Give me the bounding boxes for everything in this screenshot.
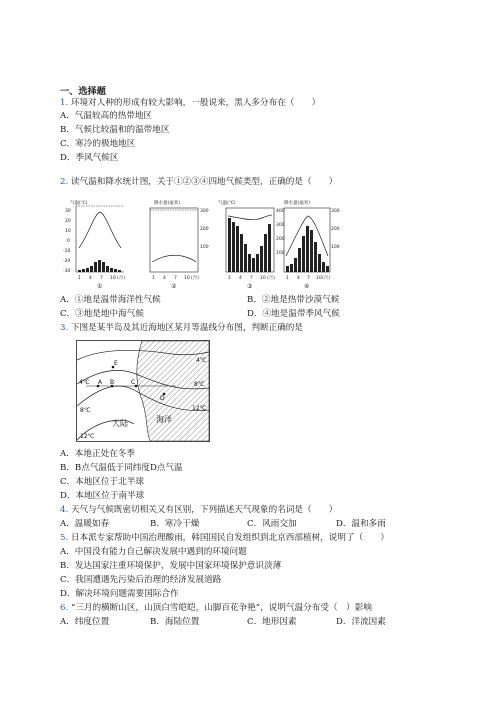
tick-label: 200: [331, 227, 340, 232]
isotherm-label: 12℃: [80, 433, 95, 440]
tick-label: 1: [152, 276, 155, 281]
option: C．③地是地中海气候: [60, 309, 144, 319]
option: D．洋流因素: [336, 617, 386, 627]
precip-ticks: [331, 208, 340, 250]
option: A．①地是温带海洋性气候: [60, 295, 161, 305]
question-text: 环境对人种的形成有较大影响，一般说来，黑人多分布在（ ）: [70, 98, 321, 108]
isotherm-map: [76, 340, 210, 442]
tick-label: -20: [63, 259, 71, 264]
point-label: E: [114, 360, 118, 367]
tick-label: 100: [331, 245, 340, 250]
question-number: 2.: [60, 177, 69, 187]
isotherm-label: 8℃: [80, 407, 91, 414]
tick-label: 10: [110, 276, 116, 281]
question-5-stem: [60, 533, 389, 544]
question-text: 日本派专家帮助中国治理酸雨，韩国国民自发组织到北京西部植树，说明了（ ）: [70, 533, 389, 543]
tick-label: 30: [65, 209, 71, 214]
tick-label: 100: [276, 251, 285, 256]
isotherm-label: 8℃: [194, 381, 205, 388]
sea-area: [137, 341, 209, 441]
option: A．气温较高的热带地区: [60, 111, 153, 121]
option: D．本地区位于南半球: [60, 491, 145, 501]
tick-label: 10: [184, 276, 190, 281]
option: D．温和多雨: [336, 519, 386, 529]
climate-chart-3: [218, 199, 285, 290]
option: A．纬度位置: [60, 617, 110, 627]
tick-label: 7: [100, 276, 103, 281]
question-text: 下图是某半岛及其近海地区某月等温线分布图，判断正确的是: [70, 323, 303, 333]
option: C．风雨交加: [247, 519, 297, 529]
question-2-stem: [60, 177, 337, 188]
option: A．中国没有能力自己解决发展中遇到的环境问题: [60, 547, 247, 557]
option: B．海陆位置: [150, 617, 200, 627]
tick-label: 4: [239, 276, 242, 281]
option: B．②地是热带沙漠气候: [247, 295, 340, 305]
climate-chart-4: [284, 199, 340, 290]
tick-label: 1: [78, 276, 81, 281]
tick-label: 10: [260, 276, 266, 281]
tick-label: 20: [65, 219, 71, 224]
tick-label: 4: [297, 276, 300, 281]
temp-axis-label: 气温(℃): [218, 201, 236, 206]
option: C．我国遭遇先污染后治理的经济发展道路: [60, 575, 222, 585]
tick-label: 0: [67, 239, 70, 244]
question-number: 4.: [60, 505, 69, 515]
climate-charts-figure: [62, 196, 338, 290]
precip-axis-label: 降水量(毫米): [284, 201, 311, 206]
chart-caption: ①: [97, 283, 103, 290]
question-number: 3.: [60, 323, 69, 333]
isotherm-label: 4℃: [79, 379, 90, 386]
tick-label: 200: [276, 237, 285, 242]
tick-label: 100: [200, 245, 209, 250]
tick-label: 200: [200, 227, 209, 232]
option: B．发达国家注重环境保护，发展中国家环境保护意识淡薄: [60, 561, 282, 571]
option: C．地形因素: [247, 617, 297, 627]
tick-label: 300: [331, 209, 340, 214]
question-text: 读气温和降水统计图，关于①②③④四地气候类型，正确的是（ ）: [70, 177, 338, 187]
isotherm-label: 4℃: [196, 357, 207, 364]
question-3-stem: [60, 323, 303, 334]
tick-label: 10: [316, 276, 322, 281]
tick-label: 7: [307, 276, 310, 281]
tick-label: 10: [65, 229, 71, 234]
month-ticks: [78, 274, 125, 281]
tick-label: 300: [276, 223, 285, 228]
climate-chart-2: [150, 199, 209, 290]
option: B．寒冷干燥: [150, 519, 200, 529]
precip-axis-label: 降水量(毫米): [154, 201, 181, 206]
land-label: 大陆: [112, 419, 128, 428]
month-ticks: [228, 274, 275, 281]
point-label: D: [160, 395, 165, 402]
temp-axis-label: 气温(℃): [70, 201, 88, 206]
question-number: 5.: [60, 533, 69, 543]
month-ticks: [286, 274, 330, 281]
precipitation-bars: [228, 218, 271, 272]
month-ticks: [152, 274, 199, 281]
option: C．本地区位于北半球: [60, 477, 144, 487]
option: D．解决环境问题需要国际合作: [60, 589, 179, 599]
question-number: 1.: [60, 98, 69, 108]
option: D．季风气候区: [60, 153, 119, 163]
chart-caption: ②: [171, 283, 177, 290]
precipitation-bars: [78, 260, 121, 272]
temperature-curve: [79, 212, 121, 248]
question-1-stem: [60, 98, 320, 109]
precip-ticks: [200, 208, 209, 250]
option: C．寒冷的极地地区: [60, 139, 136, 149]
tick-label: (月): [117, 276, 126, 281]
chart-caption: ④: [304, 283, 310, 290]
section-title: 一、选择题: [60, 86, 106, 97]
temp-ticks: [63, 208, 71, 274]
point-label: C: [131, 379, 136, 386]
point-label: A: [98, 379, 103, 386]
tick-label: (月): [191, 276, 200, 281]
climate-chart-1: [63, 199, 125, 290]
tick-label: (月): [322, 276, 331, 281]
question-text: “三月的横断山区，山顶白雪皑皑，山脚百花争艳”，说明气温分布受（ ）影响: [70, 603, 372, 613]
question-6-stem: [60, 603, 372, 614]
tick-label: 7: [174, 276, 177, 281]
question-text: 天气与气候既密切相关又有区别，下列描述天气现象的名词是（ ）: [70, 505, 338, 515]
question-number: 6.: [60, 603, 69, 613]
precipitation-bars: [286, 226, 329, 272]
isotherm-label: 12℃: [192, 405, 207, 412]
tick-label: (月): [267, 276, 276, 281]
tick-label: 400: [276, 209, 285, 214]
chart-caption: ③: [247, 283, 253, 290]
tick-label: 300: [200, 209, 209, 214]
tick-label: -30: [63, 269, 71, 274]
precip-ticks: [276, 208, 285, 256]
option: D．④地是温带季风气候: [247, 309, 340, 319]
option: A．温暖如春: [60, 519, 110, 529]
point-label: B: [110, 379, 115, 386]
option: A．本地正处在冬季: [60, 449, 135, 459]
option: B．气候比较温和的温带地区: [60, 125, 170, 135]
question-4-stem: [60, 505, 337, 516]
sea-label: 海洋: [156, 415, 172, 424]
tick-label: 4: [89, 276, 92, 281]
tick-label: 7: [250, 276, 253, 281]
tick-label: 4: [163, 276, 166, 281]
tick-label: 1: [228, 276, 231, 281]
tick-label: 1: [286, 276, 289, 281]
option: B．B点气温低于同纬度D点气温: [60, 463, 183, 473]
tick-label: -10: [63, 249, 71, 254]
